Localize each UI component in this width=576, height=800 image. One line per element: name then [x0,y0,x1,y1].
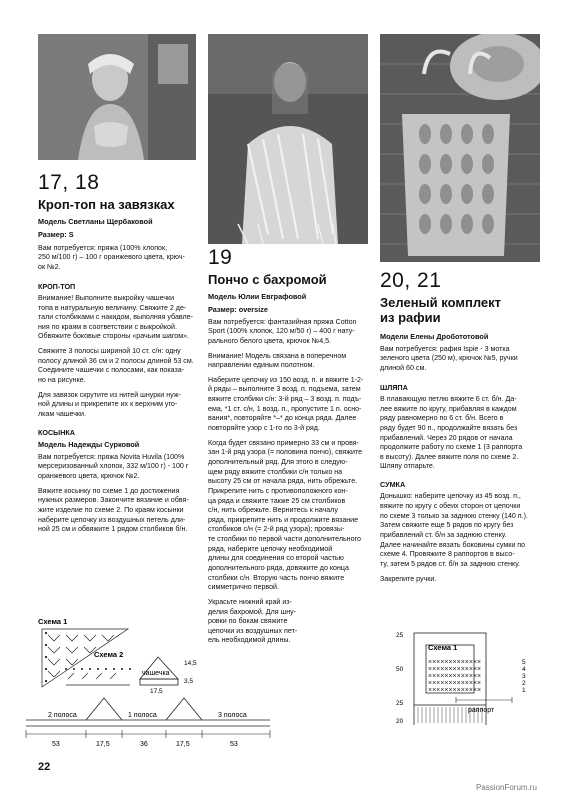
scarf-edge-diagram [38,645,208,693]
model-line: Модель Надежды Сурковой [38,439,140,449]
item-title: Зеленый комплект из рафии [380,295,502,325]
svg-text:2: 2 [522,680,526,687]
poncho-photo [208,34,368,244]
svg-text:×××××××××××××: ××××××××××××× [428,680,482,687]
section-heading: КОСЫНКА [38,427,75,437]
svg-text:×××××××××××××: ××××××××××××× [428,659,482,666]
svg-text:×××××××××××××: ××××××××××××× [428,673,482,680]
svg-text:17,5: 17,5 [96,741,110,748]
paragraph: Донышко: наберите цепочку из 45 возд. п., вяжите по кругу с обеих сторон от цепочки по схеме 3 только за заднюю стенку (140 п.). Затем свяжите еще 5 рядов по кругу без прибавлений ст. б/н за заднюю стенку. Далее начинайте вязать боковины сумки по схеме 4. Провяжите 8 раппортов в высо- ту, затем 5 рядов ст. б/н за заднюю стенку. Закрепите ручки. [380,492,528,583]
paragraph: В плавающую петлю вяжите 6 ст. б/н. Да- лее вяжите по кругу, прибавляя в каждом ряду равномерно по 6 ст. б/н. Всего в ряду будет 90 п., продолжайте вязать без прибавлений. Через 20 рядов от начала продолжите работу по схеме 1 (3 раппорта в высоту). Далее вяжите поля по схеме 2. Шляпу отпарьте. [380,395,523,471]
watermark: PassionForum.ru [476,783,537,792]
page-number: 22 [38,761,51,773]
svg-text:36: 36 [140,741,148,748]
schema-2-label: Схема 2 [94,650,124,659]
svg-text:3,5: 3,5 [184,678,194,685]
section-heading: СУМКА [380,480,406,490]
size-line: Размер: S [38,229,74,239]
svg-text:25: 25 [396,632,404,639]
item-number: 17, 18 [38,171,100,194]
section-heading: ШЛЯПА [380,382,408,392]
svg-text:20: 20 [396,718,404,725]
svg-text:14,5: 14,5 [184,660,197,667]
item-number: 19 [208,246,233,269]
bag-stitch-chart [424,640,542,718]
svg-text:17,5: 17,5 [150,688,163,695]
green-set-photo [380,34,540,262]
strip-1-label: 1 полоса [128,712,157,719]
model-line: Модель Юлии Евграфовой [208,291,307,301]
strips-diagram [18,690,278,750]
schema-1-label: Схема 1 [38,617,68,626]
paragraph: Вам потребуется: рафия Ispie - 3 мотка зеленого цвета (250 м), крючок №5, ручки длиной 60 см. [380,344,518,372]
size-line: Размер: oversize [208,304,268,314]
paragraph: Внимание! Выполните выкройку чашечки топа в натуральную величину. Свяжите 2 де- тали столбиками с накидом, выполняя убавле- ния по краям в соответствии с выкройкой. Обвяжите боковые стороны «рачьим шагом». Свяжите 3 полосы шириной 10 ст. с/н: одну полосу длиной 36 см и 2 полосы длиной 53 см. Соедините чашечки с полосами, как показа- но на рисунке. Для завязок скрутите из нитей шнурки нуж- ной длины и прикрепите их к верхним уго- лкам чашечки. [38,293,194,418]
paragraph: Вам потребуется: пряжа Novita Huvila (100% мерсеризованный хлопок, 332 м/100 г) - 100 г оранжевого цвета, крючок №2. Вяжите косынку по схеме 1 до достижения нужных размеров. Закончите вязание и обвя- жите изделие по схеме 2. По краям косынки наберите цепочку из воздушных петель дли- ной 25 см и обвяжите 1 рядом столбиков б/н. [38,452,189,534]
strip-3-label: 3 полоса [218,712,247,719]
section-heading: КРОП-ТОП [38,281,76,291]
rapport-label: раппорт [468,707,495,714]
svg-text:53: 53 [52,741,60,748]
item-title: Кроп-топ на завязках [38,197,175,212]
svg-text:25: 25 [396,700,404,707]
svg-text:×××××××××××××: ××××××××××××× [428,687,482,694]
svg-text:×××××××××××××: ××××××××××××× [428,666,482,673]
materials: Вам потребуется: пряжа (100% хлопок, 250 м/100 г) – 100 г оранжевого цвета, крюч- ок №2. [38,243,185,271]
col1 [38,172,203,535]
bag-schema-label: Схема 1 [428,643,458,652]
svg-text:4: 4 [522,666,526,673]
svg-text:53: 53 [230,741,238,748]
svg-text:1: 1 [522,687,526,694]
svg-text:3: 3 [522,673,526,680]
paragraph: Вам потребуется: фантазийная пряжа Cotton Sport (100% хлопок, 120 м/50 г) – 400 г нату- рального белого цвета, крючок №4,5. Внимание! Модель связана в поперечном направлении единым полотном. Наберите цепочку из 150 возд. п. и вяжите 1-2- й ряды – выполните 3 возд. п. подъема, затем вяжите столбики с/н: 3-й ряд – 3 возд. п. подъ- ема, *1 ст. с/н, 1 возд. п., пропустите 1 п. осно- вания*, повторяйте *–* до конца ряда. Далее повторяйте узор с 1-го по 3-й ряд. Когда будет связано примерно 33 см и провя- зан 1-й ряд узора (= половина пончо), свяжите дополнительный ряд. Для этого в следую- щем ряду вяжите столбики с/н только на высоту 25 см от начала ряда, нить обрежьте. Прикрепите нить с противоположного кон- ца ряда и свяжите также 25 см столбиков с/н, нить обрежьте. Вернитесь к началу ряда, прикрепите нить и продолжите вязание столбиков с/н (= 2-й ряд узора); провязы- те столбики по первой части дополнительного ряда, наберите цепочку необходимой длины для соединения со второй частью дополнительного ряда, довяжите до конца столбики с/н. Вторую часть пончо вяжите симметрично первой. Украсьте нижний край из- делия бахромой. Для шну- ровки по бокам свяжите цепочки из воздушных пет- ель необходимой длины. [208,317,364,645]
item-title: Пончо с бахромой [208,272,327,287]
col3 [380,270,542,584]
model-line: Модели Елены Дробототовой [380,331,489,341]
col2 [208,247,374,646]
strip-2-label: 2 полоса [48,712,77,719]
svg-text:17,5: 17,5 [176,741,190,748]
crop-top-photo [38,34,196,160]
svg-text:50: 50 [396,666,404,673]
svg-text:5: 5 [522,659,526,666]
cup-label: чашечка [142,670,170,677]
model-line: Модель Светланы Щербаковой [38,216,153,226]
item-number: 20, 21 [380,269,442,292]
